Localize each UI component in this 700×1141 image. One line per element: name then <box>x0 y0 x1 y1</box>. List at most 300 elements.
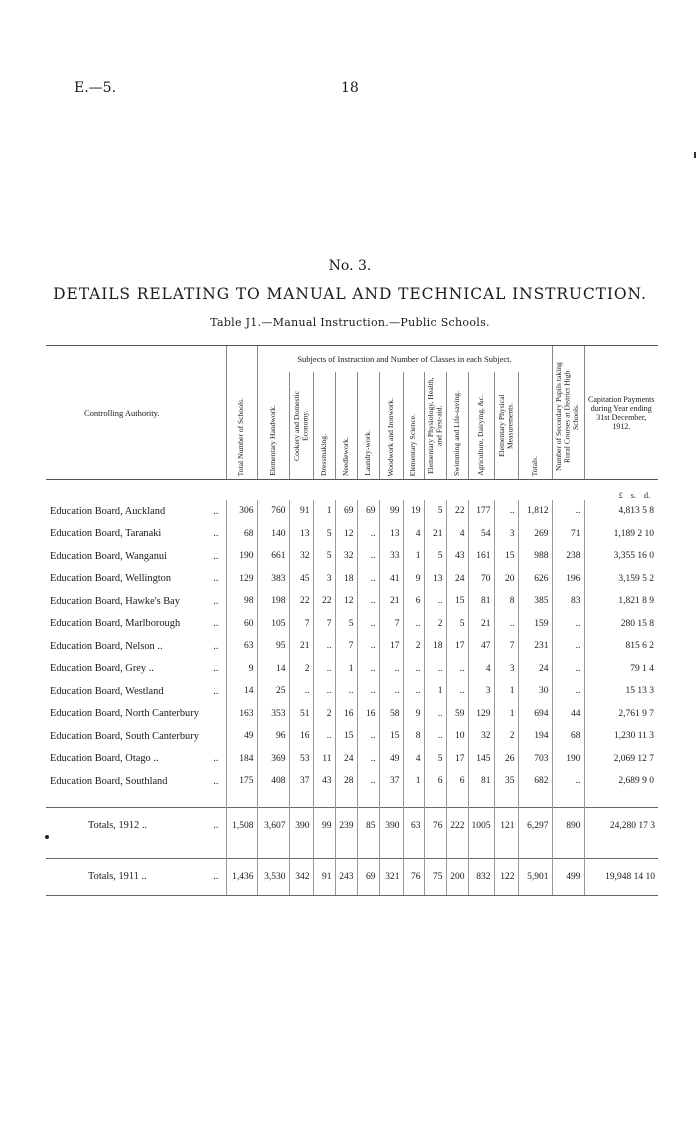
table-cell: .. <box>357 725 379 748</box>
table-cell: .. <box>552 770 584 793</box>
table-cell: 8 <box>494 590 518 613</box>
table-cell: 69 <box>357 500 379 523</box>
table-cell: 21 <box>379 590 403 613</box>
table-cell: 6 <box>446 770 468 793</box>
table-cell: 661 <box>257 545 289 568</box>
table-cell: .. <box>357 748 379 771</box>
table-cell: .. <box>357 545 379 568</box>
table-cell: 1 <box>335 658 357 681</box>
table-cell: 68 <box>226 523 257 546</box>
authority-cell <box>46 770 226 793</box>
table-cell: .. <box>313 680 335 703</box>
table-cell: .. <box>357 590 379 613</box>
table-cell: .. <box>403 658 424 681</box>
table-row <box>46 770 658 793</box>
table-cell: 140 <box>257 523 289 546</box>
table-cell: 7 <box>313 613 335 636</box>
table-cell: 703 <box>518 748 552 771</box>
table-cell: 1,508 <box>226 807 257 844</box>
table-cell: 24 <box>335 748 357 771</box>
authority-cell <box>46 658 226 681</box>
table-cell: 122 <box>494 858 518 895</box>
table-cell: 3 <box>494 523 518 546</box>
table-cell: 43 <box>313 770 335 793</box>
table-cell: 18 <box>424 635 446 658</box>
table-cell: .. <box>424 590 446 613</box>
table-cell: 21 <box>289 635 313 658</box>
table-cell: 194 <box>518 725 552 748</box>
table-cell: .. <box>357 523 379 546</box>
table-cell: 306 <box>226 500 257 523</box>
col-header-subject: Elementary Physiology, Health, and First-aid. <box>424 372 446 480</box>
col-header-subject: Dressmaking. <box>313 372 335 480</box>
col-header-controlling-authority: Controlling Authority. <box>46 346 226 480</box>
capitation-cell: 2,689 9 0 <box>584 770 658 793</box>
table-cell: .. <box>379 658 403 681</box>
table-cell: .. <box>494 500 518 523</box>
totals-label-cell <box>46 858 226 895</box>
col-header-subject: Swimming and Life-saving. <box>446 372 468 480</box>
table-cell: 17 <box>446 748 468 771</box>
table-cell: 1,812 <box>518 500 552 523</box>
table-cell: 1 <box>403 545 424 568</box>
table-cell: 9 <box>403 703 424 726</box>
authority-label: Education Board, Wellington <box>50 573 172 585</box>
table-cell: 1005 <box>468 807 494 844</box>
leader-dots: .. <box>213 663 219 675</box>
table-cell: 22 <box>313 590 335 613</box>
table-cell: 49 <box>226 725 257 748</box>
table-cell: 16 <box>357 703 379 726</box>
table-cell: 15 <box>335 725 357 748</box>
table-cell: 19 <box>403 500 424 523</box>
table-cell: 5 <box>424 500 446 523</box>
table-cell: 190 <box>226 545 257 568</box>
leader-dots: .. <box>213 618 219 630</box>
table-cell: 5 <box>424 545 446 568</box>
table-cell: .. <box>357 658 379 681</box>
table-cell: 1,436 <box>226 858 257 895</box>
table-cell: 1 <box>313 500 335 523</box>
authority-label: Education Board, Taranaki <box>50 528 162 540</box>
capitation-cell: 19,948 14 10 <box>584 858 658 895</box>
table-cell: .. <box>357 635 379 658</box>
table-cell: 69 <box>335 500 357 523</box>
table-cell: .. <box>403 680 424 703</box>
leader-dots: .. <box>213 550 219 562</box>
table-cell: 24 <box>446 568 468 591</box>
table-cell: 196 <box>552 568 584 591</box>
table-cell: 32 <box>335 545 357 568</box>
table-cell: 177 <box>468 500 494 523</box>
table-row <box>46 748 658 771</box>
totals-label: Totals, 1911 .. <box>88 871 147 882</box>
table-cell: 47 <box>468 635 494 658</box>
section-number: No. 3. <box>328 258 372 274</box>
table-cell: 145 <box>468 748 494 771</box>
table-cell: .. <box>357 613 379 636</box>
table-cell: 129 <box>226 568 257 591</box>
table-cell: 81 <box>468 770 494 793</box>
authority-label: Education Board, Auckland <box>50 505 166 517</box>
table-cell: 58 <box>379 703 403 726</box>
table-cell: 24 <box>518 658 552 681</box>
table-cell: 129 <box>468 703 494 726</box>
table-cell: 408 <box>257 770 289 793</box>
col-header-secondary-pupils: Number of Secondary Pupils taking Rural Courses at District High Schools. <box>552 346 584 480</box>
table-cell: 2 <box>424 613 446 636</box>
capitation-cell: 1,821 8 9 <box>584 590 658 613</box>
table-cell: 231 <box>518 635 552 658</box>
totals-row <box>46 858 658 895</box>
table-cell: 1 <box>494 680 518 703</box>
table-cell: 22 <box>289 590 313 613</box>
table-cell: .. <box>289 680 313 703</box>
table-cell: 175 <box>226 770 257 793</box>
table-cell: 10 <box>446 725 468 748</box>
table-cell: 6 <box>403 590 424 613</box>
table-cell: .. <box>403 613 424 636</box>
table-cell: 2 <box>313 703 335 726</box>
table-cell: 3 <box>494 658 518 681</box>
table-cell: 6 <box>424 770 446 793</box>
table-cell: 760 <box>257 500 289 523</box>
table-cell: 99 <box>379 500 403 523</box>
col-header-subject: Elementary Science. <box>403 372 424 480</box>
leader-dots: .. <box>213 871 219 882</box>
table-cell: 68 <box>552 725 584 748</box>
col-header-subject: Totals. <box>518 372 552 480</box>
authority-cell <box>46 635 226 658</box>
table-cell: 16 <box>335 703 357 726</box>
table-cell: .. <box>424 658 446 681</box>
table-cell: 21 <box>468 613 494 636</box>
table-cell: 83 <box>552 590 584 613</box>
authority-label: Education Board, Southland <box>50 775 168 787</box>
table-cell: 76 <box>424 807 446 844</box>
table-cell: 3,530 <box>257 858 289 895</box>
bullet-mark <box>45 835 49 839</box>
authority-label: Education Board, North Canterbury <box>50 708 199 720</box>
table-cell: 75 <box>424 858 446 895</box>
table-cell: 21 <box>424 523 446 546</box>
authority-cell <box>46 523 226 546</box>
col-header-subject: Elementary Physical Measurements. <box>494 372 518 480</box>
leader-dots: .. <box>213 528 219 540</box>
table-cell: 60 <box>226 613 257 636</box>
table-cell: 45 <box>289 568 313 591</box>
table-cell: 7 <box>335 635 357 658</box>
col-header-subject: Elementary Handwork. <box>257 372 289 480</box>
table-cell: 342 <box>289 858 313 895</box>
leader-dots: .. <box>213 753 219 765</box>
table-cell: 4 <box>468 658 494 681</box>
authority-label: Education Board, Marlborough <box>50 618 181 630</box>
table-cell: .. <box>494 613 518 636</box>
capitation-cell: 3,355 16 0 <box>584 545 658 568</box>
table-cell: 383 <box>257 568 289 591</box>
margin-mark <box>694 152 696 158</box>
table-cell: .. <box>379 680 403 703</box>
table-title: Table J1.—Manual Instruction.—Public Schools. <box>210 316 490 329</box>
capitation-cell: 79 1 4 <box>584 658 658 681</box>
table-cell: 28 <box>335 770 357 793</box>
col-header-subject: Needlework. <box>335 372 357 480</box>
authority-cell <box>46 590 226 613</box>
table-cell: 3 <box>468 680 494 703</box>
table-cell: 222 <box>446 807 468 844</box>
table-cell: 15 <box>494 545 518 568</box>
table-cell: 11 <box>313 748 335 771</box>
table-cell: 13 <box>289 523 313 546</box>
table-cell: .. <box>552 658 584 681</box>
table-cell: 184 <box>226 748 257 771</box>
table-cell: .. <box>313 658 335 681</box>
table-cell: 369 <box>257 748 289 771</box>
table-cell: 20 <box>494 568 518 591</box>
leader-dots: .. <box>213 595 219 607</box>
table-cell: .. <box>313 635 335 658</box>
authority-cell <box>46 613 226 636</box>
table-cell: .. <box>357 770 379 793</box>
table-cell: 43 <box>446 545 468 568</box>
table-cell: 2 <box>403 635 424 658</box>
table-row <box>46 590 658 613</box>
authority-label: Education Board, Wanganui <box>50 550 167 562</box>
table-cell: 44 <box>552 703 584 726</box>
table-cell: 7 <box>379 613 403 636</box>
authority-cell <box>46 500 226 523</box>
table-cell: 1 <box>494 703 518 726</box>
table-cell: 30 <box>518 680 552 703</box>
table-cell: 8 <box>403 725 424 748</box>
table-cell: 32 <box>468 725 494 748</box>
capitation-cell: 3,159 5 2 <box>584 568 658 591</box>
table-cell: 15 <box>446 590 468 613</box>
totals-row <box>46 807 658 844</box>
table-cell: 14 <box>257 658 289 681</box>
capitation-units: £ s. d. <box>618 491 650 500</box>
table-cell: 26 <box>494 748 518 771</box>
table-cell: 12 <box>335 590 357 613</box>
table-cell: 53 <box>289 748 313 771</box>
capitation-cell: 2,069 12 7 <box>584 748 658 771</box>
totals-label: Totals, 1912 .. <box>88 820 148 831</box>
table-cell: 269 <box>518 523 552 546</box>
table-row <box>46 568 658 591</box>
table-cell: 69 <box>357 858 379 895</box>
table-cell: .. <box>357 680 379 703</box>
authority-label: Education Board, South Canterbury <box>50 730 199 742</box>
leader-dots: .. <box>213 640 219 652</box>
table-cell: 239 <box>335 807 357 844</box>
table-cell: 99 <box>313 807 335 844</box>
col-header-total-schools: Total Number of Schools. <box>226 346 257 480</box>
page-reference: E.—5. <box>74 80 117 96</box>
table-cell: 14 <box>226 680 257 703</box>
table-cell: 70 <box>468 568 494 591</box>
table-cell: 54 <box>468 523 494 546</box>
authority-cell <box>46 680 226 703</box>
table-cell: 81 <box>468 590 494 613</box>
table-cell: 390 <box>289 807 313 844</box>
table-cell: 25 <box>257 680 289 703</box>
table-cell: 499 <box>552 858 584 895</box>
table-cell: 353 <box>257 703 289 726</box>
table-cell: 32 <box>289 545 313 568</box>
table-cell: 626 <box>518 568 552 591</box>
page-number: 18 <box>341 80 359 96</box>
leader-dots: .. <box>213 820 219 831</box>
table-cell: 832 <box>468 858 494 895</box>
table-cell: 1 <box>424 680 446 703</box>
capitation-cell: 4,813 5 8 <box>584 500 658 523</box>
table-cell: 988 <box>518 545 552 568</box>
table-cell: 59 <box>446 703 468 726</box>
table-cell: 200 <box>446 858 468 895</box>
subjects-group-header: Subjects of Instruction and Number of Classes in each Subject. <box>257 346 552 372</box>
capitation-cell: 1,189 2 10 <box>584 523 658 546</box>
table-cell: 5 <box>313 545 335 568</box>
table-cell: 105 <box>257 613 289 636</box>
table-row <box>46 545 658 568</box>
table-cell: 694 <box>518 703 552 726</box>
manual-instruction-table <box>46 345 658 896</box>
table-row <box>46 523 658 546</box>
table-cell: 13 <box>424 568 446 591</box>
table-cell: 3,607 <box>257 807 289 844</box>
table-row <box>46 635 658 658</box>
table-cell: 198 <box>257 590 289 613</box>
table-cell: 5,901 <box>518 858 552 895</box>
table-cell: 121 <box>494 807 518 844</box>
table-cell: 15 <box>379 725 403 748</box>
table-row <box>46 680 658 703</box>
table-cell: .. <box>335 680 357 703</box>
table-cell: .. <box>446 680 468 703</box>
totals-label-cell <box>46 807 226 844</box>
table-cell: 3 <box>313 568 335 591</box>
authority-cell <box>46 545 226 568</box>
table-cell: 71 <box>552 523 584 546</box>
col-header-subject: Laundry-work. <box>357 372 379 480</box>
table-cell: 76 <box>403 858 424 895</box>
table-cell: 91 <box>289 500 313 523</box>
table-cell: 5 <box>335 613 357 636</box>
table-row <box>46 725 658 748</box>
table-cell: 9 <box>226 658 257 681</box>
table-cell: 4 <box>446 523 468 546</box>
table-cell: 5 <box>446 613 468 636</box>
table-cell: .. <box>552 635 584 658</box>
table-cell: 5 <box>313 523 335 546</box>
authority-cell <box>46 703 226 726</box>
table-cell: 385 <box>518 590 552 613</box>
table-cell: 63 <box>226 635 257 658</box>
capitation-cell: 2,761 9 7 <box>584 703 658 726</box>
table-cell: 63 <box>403 807 424 844</box>
table-cell: 2 <box>289 658 313 681</box>
table-cell: .. <box>313 725 335 748</box>
table-row <box>46 500 658 523</box>
authority-cell <box>46 568 226 591</box>
table-cell: 37 <box>289 770 313 793</box>
table-cell: 18 <box>335 568 357 591</box>
table-cell: 35 <box>494 770 518 793</box>
table-cell: 238 <box>552 545 584 568</box>
table-cell: 12 <box>335 523 357 546</box>
capitation-cell: 15 13 3 <box>584 680 658 703</box>
table-cell: 7 <box>494 635 518 658</box>
capitation-cell: 24,280 17 3 <box>584 807 658 844</box>
leader-dots: .. <box>213 573 219 585</box>
table-cell: 96 <box>257 725 289 748</box>
table-cell: 6,297 <box>518 807 552 844</box>
col-header-subject: Woodwork and Ironwork. <box>379 372 403 480</box>
table-cell: .. <box>357 568 379 591</box>
authority-label: Education Board, Westland <box>50 685 164 697</box>
table-cell: 95 <box>257 635 289 658</box>
table-cell: 49 <box>379 748 403 771</box>
table-cell: 682 <box>518 770 552 793</box>
table-cell: 159 <box>518 613 552 636</box>
table-row <box>46 658 658 681</box>
table-cell: 91 <box>313 858 335 895</box>
authority-label: Education Board, Hawke's Bay <box>50 595 180 607</box>
table-cell: 17 <box>379 635 403 658</box>
table-cell: 85 <box>357 807 379 844</box>
authority-cell <box>46 748 226 771</box>
table-cell: .. <box>446 658 468 681</box>
leader-dots: .. <box>213 685 219 697</box>
authority-label: Education Board, Grey .. <box>50 663 154 675</box>
table-cell: 390 <box>379 807 403 844</box>
table-cell: 41 <box>379 568 403 591</box>
table-cell: .. <box>552 613 584 636</box>
col-header-subject: Agriculture, Dairying, &c. <box>468 372 494 480</box>
table-cell: 4 <box>403 748 424 771</box>
table-row <box>46 703 658 726</box>
table-cell: 37 <box>379 770 403 793</box>
table-cell: 4 <box>403 523 424 546</box>
authority-cell <box>46 725 226 748</box>
table-cell: 98 <box>226 590 257 613</box>
table-cell: 5 <box>424 748 446 771</box>
leader-dots: .. <box>213 505 219 517</box>
table-cell: .. <box>424 703 446 726</box>
authority-label: Education Board, Nelson .. <box>50 640 163 652</box>
table-cell: 17 <box>446 635 468 658</box>
table-row <box>46 613 658 636</box>
table-cell: 2 <box>494 725 518 748</box>
table-cell: 163 <box>226 703 257 726</box>
table-cell: 9 <box>403 568 424 591</box>
col-header-subject: Cookery and Domestic Economy. <box>289 372 313 480</box>
table-cell: 13 <box>379 523 403 546</box>
table-cell: 321 <box>379 858 403 895</box>
table-cell: 190 <box>552 748 584 771</box>
table-cell: 161 <box>468 545 494 568</box>
table-cell: 51 <box>289 703 313 726</box>
table-cell: 22 <box>446 500 468 523</box>
table-cell: .. <box>552 500 584 523</box>
capitation-cell: 815 6 2 <box>584 635 658 658</box>
authority-label: Education Board, Otago .. <box>50 753 159 765</box>
leader-dots: .. <box>213 775 219 787</box>
table-cell: 1 <box>403 770 424 793</box>
table-cell: .. <box>424 725 446 748</box>
table-cell: 243 <box>335 858 357 895</box>
